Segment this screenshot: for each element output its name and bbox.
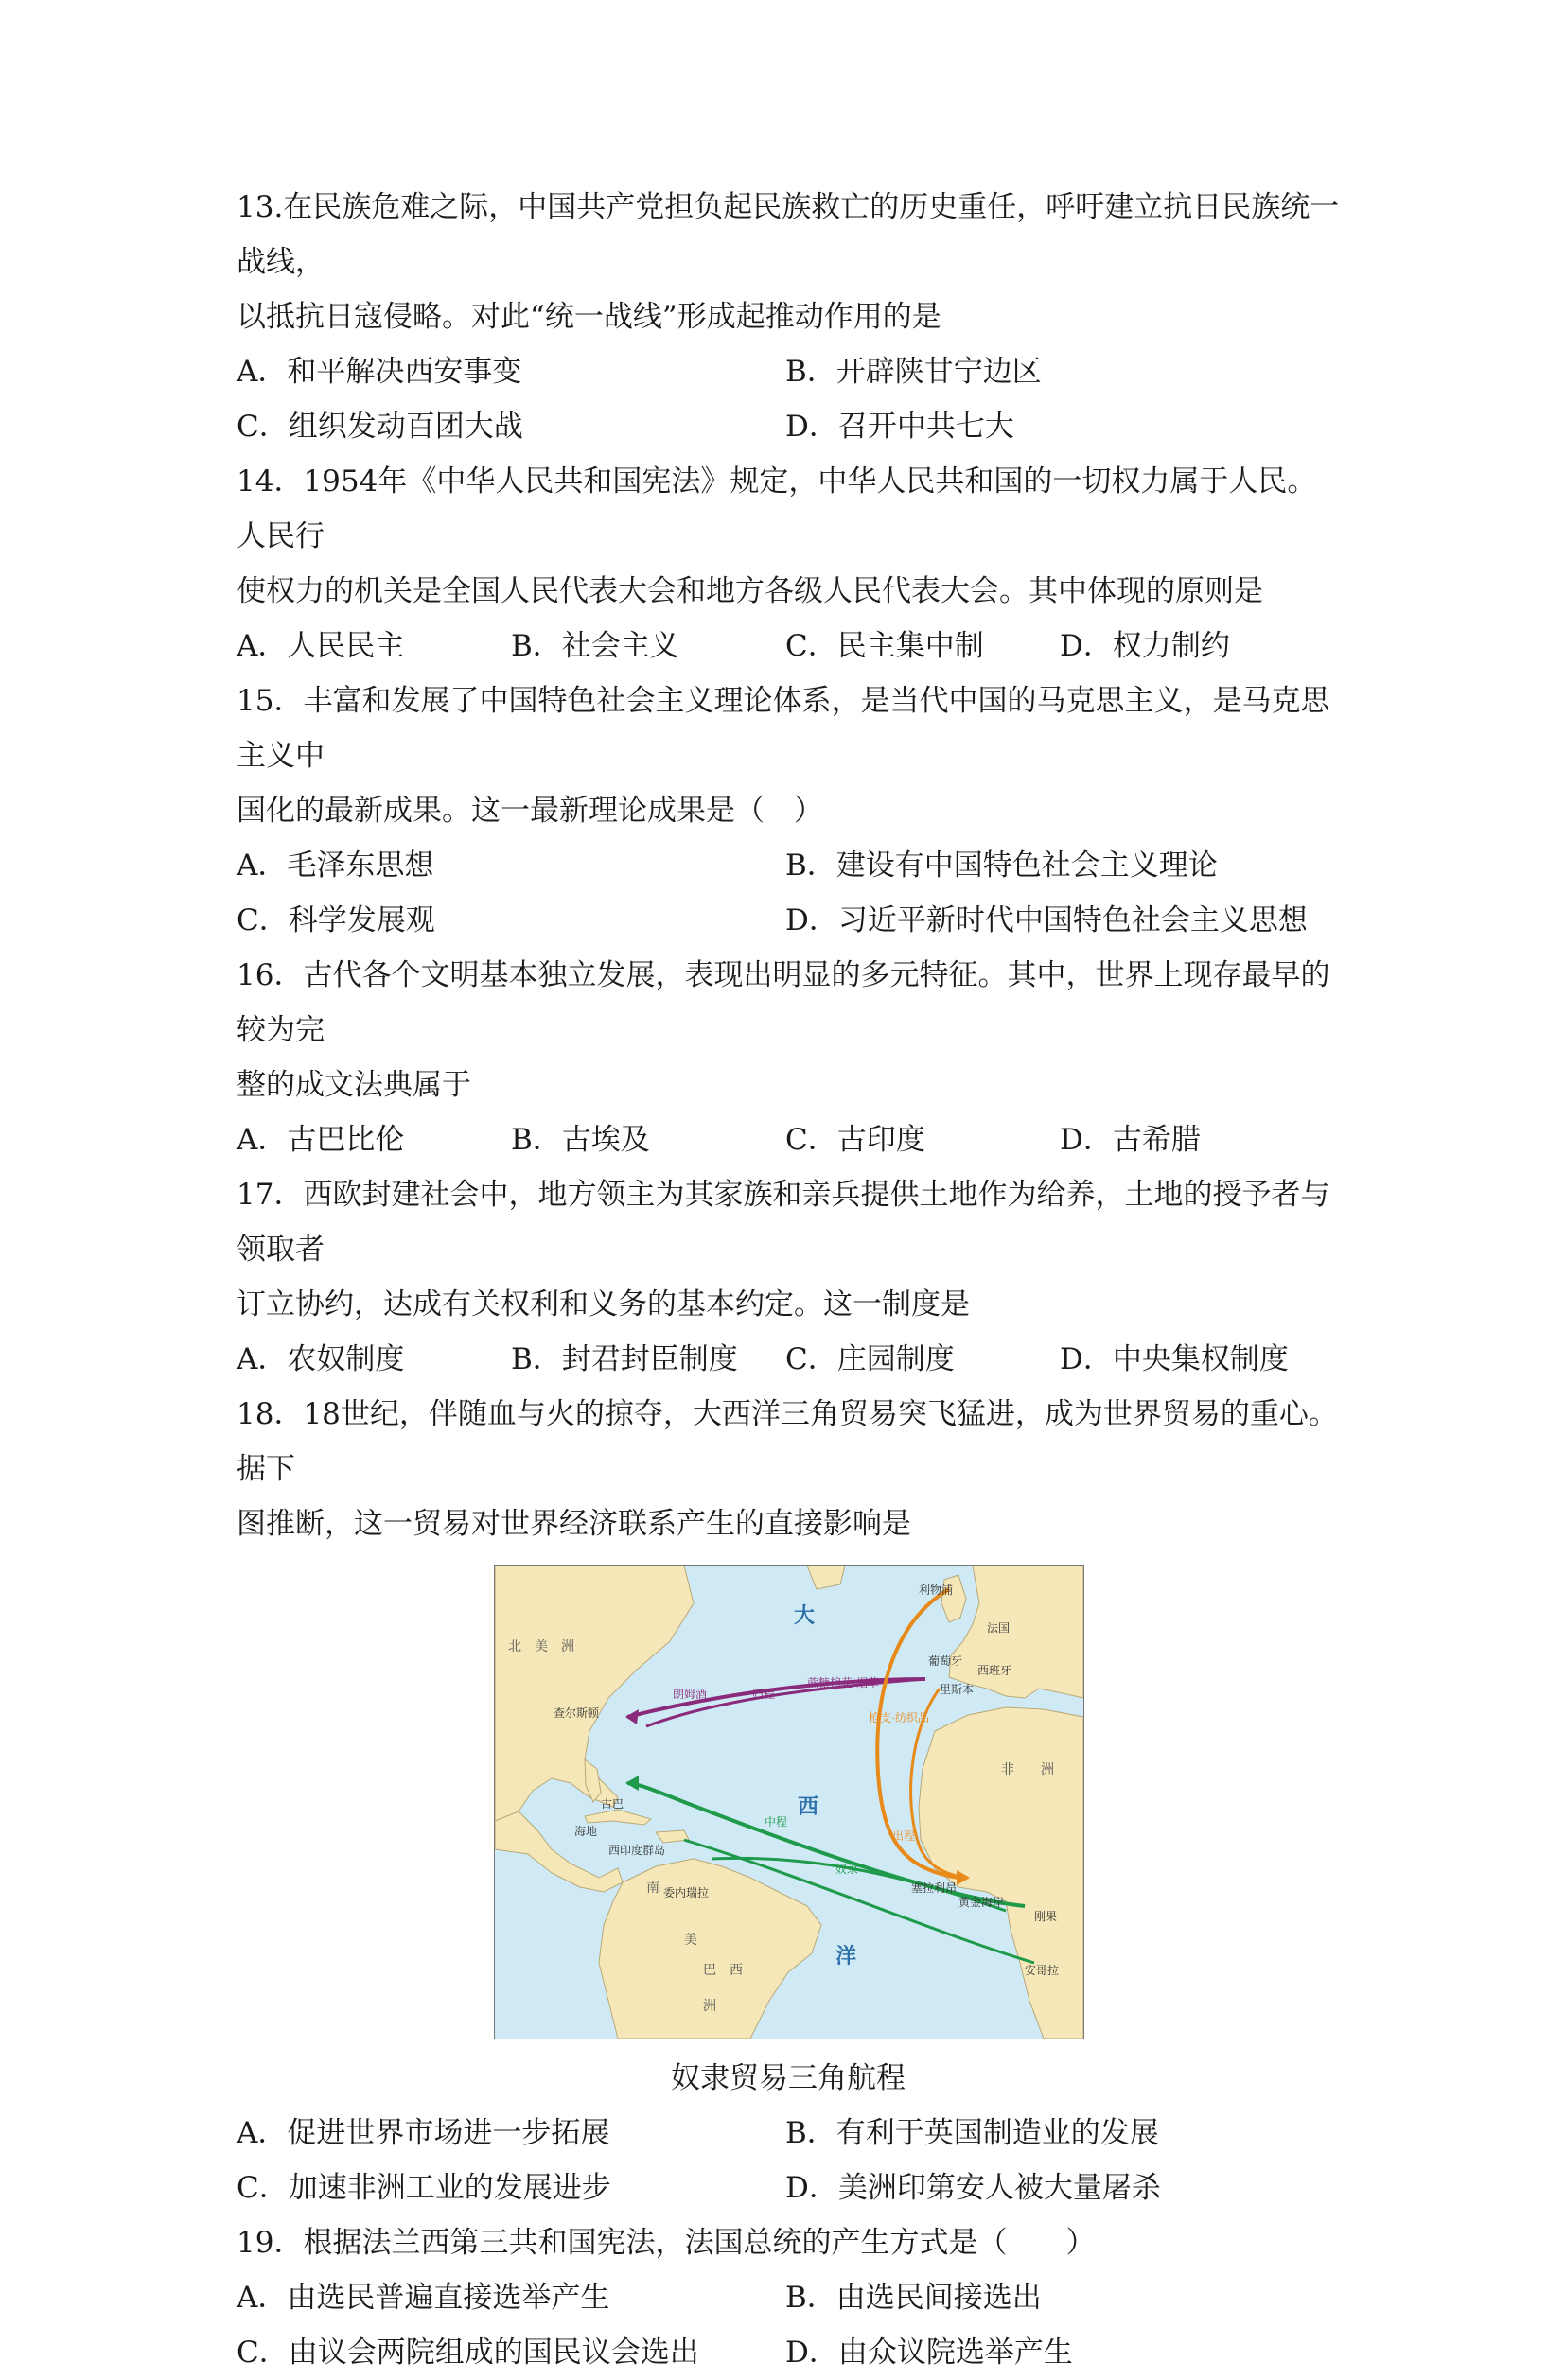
label-brazil: 巴 西 <box>703 1964 743 1978</box>
label-portugal: 葡萄牙 <box>928 1654 963 1668</box>
question-16-options <box>237 1112 1344 1167</box>
question-19-options <box>237 2325 1344 2380</box>
option-b[interactable]: B．由选民间接选出 <box>785 2281 1042 2315</box>
question-14-options <box>237 619 1344 674</box>
option-d[interactable]: D．权力制约 <box>1060 629 1230 663</box>
option-b[interactable]: B．有利于英国制造业的发展 <box>785 2116 1159 2150</box>
label-south-america-1: 南 <box>646 1881 659 1896</box>
question-15-options <box>237 838 1344 893</box>
label-lisbon: 里斯本 <box>940 1683 975 1696</box>
option-c[interactable]: C．组织发动百团大战 <box>237 410 523 444</box>
option-b[interactable]: B．社会主义 <box>511 629 679 663</box>
label-charleston: 查尔斯顿 <box>554 1706 600 1720</box>
label-middle-passage: 中程 <box>765 1815 788 1829</box>
label-sierra-leone: 塞拉利昂 <box>911 1881 958 1895</box>
question-18-line1: 18．18世纪，伴随血与火的掠夺，大西洋三角贸易突飞猛进，成为世界贸易的重心。据下 <box>237 1397 1338 1486</box>
label-gold-coast: 黄金海岸 <box>958 1896 1005 1909</box>
label-slaves: 奴隶 <box>835 1863 859 1876</box>
question-13-options <box>237 344 1344 399</box>
option-b[interactable]: B．开辟陕甘宁边区 <box>785 355 1042 389</box>
question-17-line2: 订立协约，达成有关权利和义务的基本约定。这一制度是 <box>237 1287 970 1321</box>
option-a[interactable]: A．由选民普遍直接选举产生 <box>237 2281 610 2315</box>
question-14-line1: 14．1954年《中华人民共和国宪法》规定，中华人民共和国的一切权力属于人民。人民行 <box>237 464 1317 553</box>
option-a[interactable]: A．和平解决西安事变 <box>237 355 522 389</box>
option-a[interactable]: A．促进世界市场进一步拓展 <box>237 2116 610 2150</box>
label-cuba: 古巴 <box>601 1797 624 1811</box>
label-sugar-cotton: 蔗糖棉花·烟草 <box>807 1676 879 1689</box>
option-a[interactable]: A．毛泽东思想 <box>237 849 434 883</box>
option-b[interactable]: B．古埃及 <box>511 1123 650 1157</box>
label-congo: 刚果 <box>1034 1910 1058 1923</box>
option-a[interactable]: A．农奴制度 <box>237 1342 405 1376</box>
question-19-options <box>237 2270 1344 2325</box>
label-atlantic-3: 洋 <box>835 1944 857 1968</box>
question-15-line1: 15．丰富和发展了中国特色社会主义理论体系，是当代中国的马克思主义，是马克思主义中 <box>237 684 1330 773</box>
option-d[interactable]: D．由众议院选举产生 <box>785 2336 1073 2370</box>
question-13-options <box>237 399 1344 454</box>
option-d[interactable]: D．古希腊 <box>1060 1123 1201 1157</box>
label-north-america: 北 美 洲 <box>508 1640 574 1654</box>
question-15-line2: 国化的最新成果。这一最新理论成果是（ ） <box>237 794 823 828</box>
question-13-line1: 13.在民族危难之际，中国共产党担负起民族救亡的历史重任，呼吁建立抗日民族统一战线， <box>237 190 1340 279</box>
option-c[interactable]: C．古印度 <box>785 1123 925 1157</box>
option-a[interactable]: A．古巴比伦 <box>237 1123 405 1157</box>
option-c[interactable]: C．由议会两院组成的国民议会选出 <box>237 2336 699 2370</box>
question-15-options <box>237 893 1344 948</box>
label-return-leg: 归程 <box>752 1688 776 1701</box>
question-19-line1: 19．根据法兰西第三共和国宪法，法国总统的产生方式是（ ） <box>237 2226 1096 2260</box>
option-d[interactable]: D．中央集权制度 <box>1060 1342 1289 1376</box>
label-rum-molasses: 朗姆酒 <box>673 1688 708 1701</box>
label-liverpool: 利物浦 <box>919 1584 954 1597</box>
label-venezuela: 委内瑞拉 <box>663 1886 710 1899</box>
option-b[interactable]: B．封君封臣制度 <box>511 1342 738 1376</box>
option-d[interactable]: D．习近平新时代中国特色社会主义思想 <box>785 903 1308 937</box>
label-west-indies: 西印度群岛 <box>608 1844 666 1857</box>
option-c[interactable]: C．庄园制度 <box>785 1342 955 1376</box>
option-b[interactable]: B．建设有中国特色社会主义理论 <box>785 849 1218 883</box>
label-outward-leg: 出程 <box>892 1829 916 1843</box>
option-d[interactable]: D．美洲印第安人被大量屠杀 <box>785 2171 1161 2205</box>
option-c[interactable]: C．加速非洲工业的发展进步 <box>237 2171 611 2205</box>
question-17-line1: 17．西欧封建社会中，地方领主为其家族和亲兵提供土地作为给养，土地的授予者与领取者 <box>237 1178 1330 1267</box>
question-14-line2: 使权力的机关是全国人民代表大会和地方各级人民代表大会。其中体现的原则是 <box>237 574 1263 608</box>
question-16-line2: 整的成文法典属于 <box>237 1068 471 1102</box>
question-16-line1: 16．古代各个文明基本独立发展，表现出明显的多元特征。其中，世界上现存最早的较为完 <box>237 958 1330 1047</box>
label-south-america-2: 美 <box>684 1934 697 1948</box>
question-13-line2: 以抵抗日寇侵略。对此“统一战线”形成起推动作用的是 <box>237 300 941 334</box>
label-angola: 安哥拉 <box>1025 1964 1060 1977</box>
option-a[interactable]: A．人民民主 <box>237 629 405 663</box>
exam-page <box>237 180 1344 2380</box>
map-caption: 奴隶贸易三角航程 <box>671 2061 906 2095</box>
label-atlantic-1: 大 <box>794 1603 816 1627</box>
question-18-line2: 图推断，这一贸易对世界经济联系产生的直接影响是 <box>237 1507 911 1541</box>
question-17-options <box>237 1332 1344 1387</box>
label-south-america-3: 洲 <box>703 2000 716 2014</box>
label-africa: 非 洲 <box>1001 1763 1054 1777</box>
label-france: 法国 <box>987 1621 1011 1635</box>
label-atlantic-2: 西 <box>798 1794 819 1818</box>
label-outward-goods: 枪支·纺织品 <box>869 1711 929 1724</box>
option-c[interactable]: C．民主集中制 <box>785 629 984 663</box>
slave-trade-map-figure <box>494 1565 1082 2106</box>
question-18-options <box>237 2106 1344 2161</box>
label-spain: 西班牙 <box>977 1664 1012 1677</box>
label-haiti: 海地 <box>574 1825 598 1838</box>
question-18-options <box>237 2161 1344 2215</box>
option-c[interactable]: C．科学发展观 <box>237 903 435 937</box>
slave-trade-map <box>494 1565 1084 2039</box>
option-d[interactable]: D．召开中共七大 <box>785 410 1014 444</box>
